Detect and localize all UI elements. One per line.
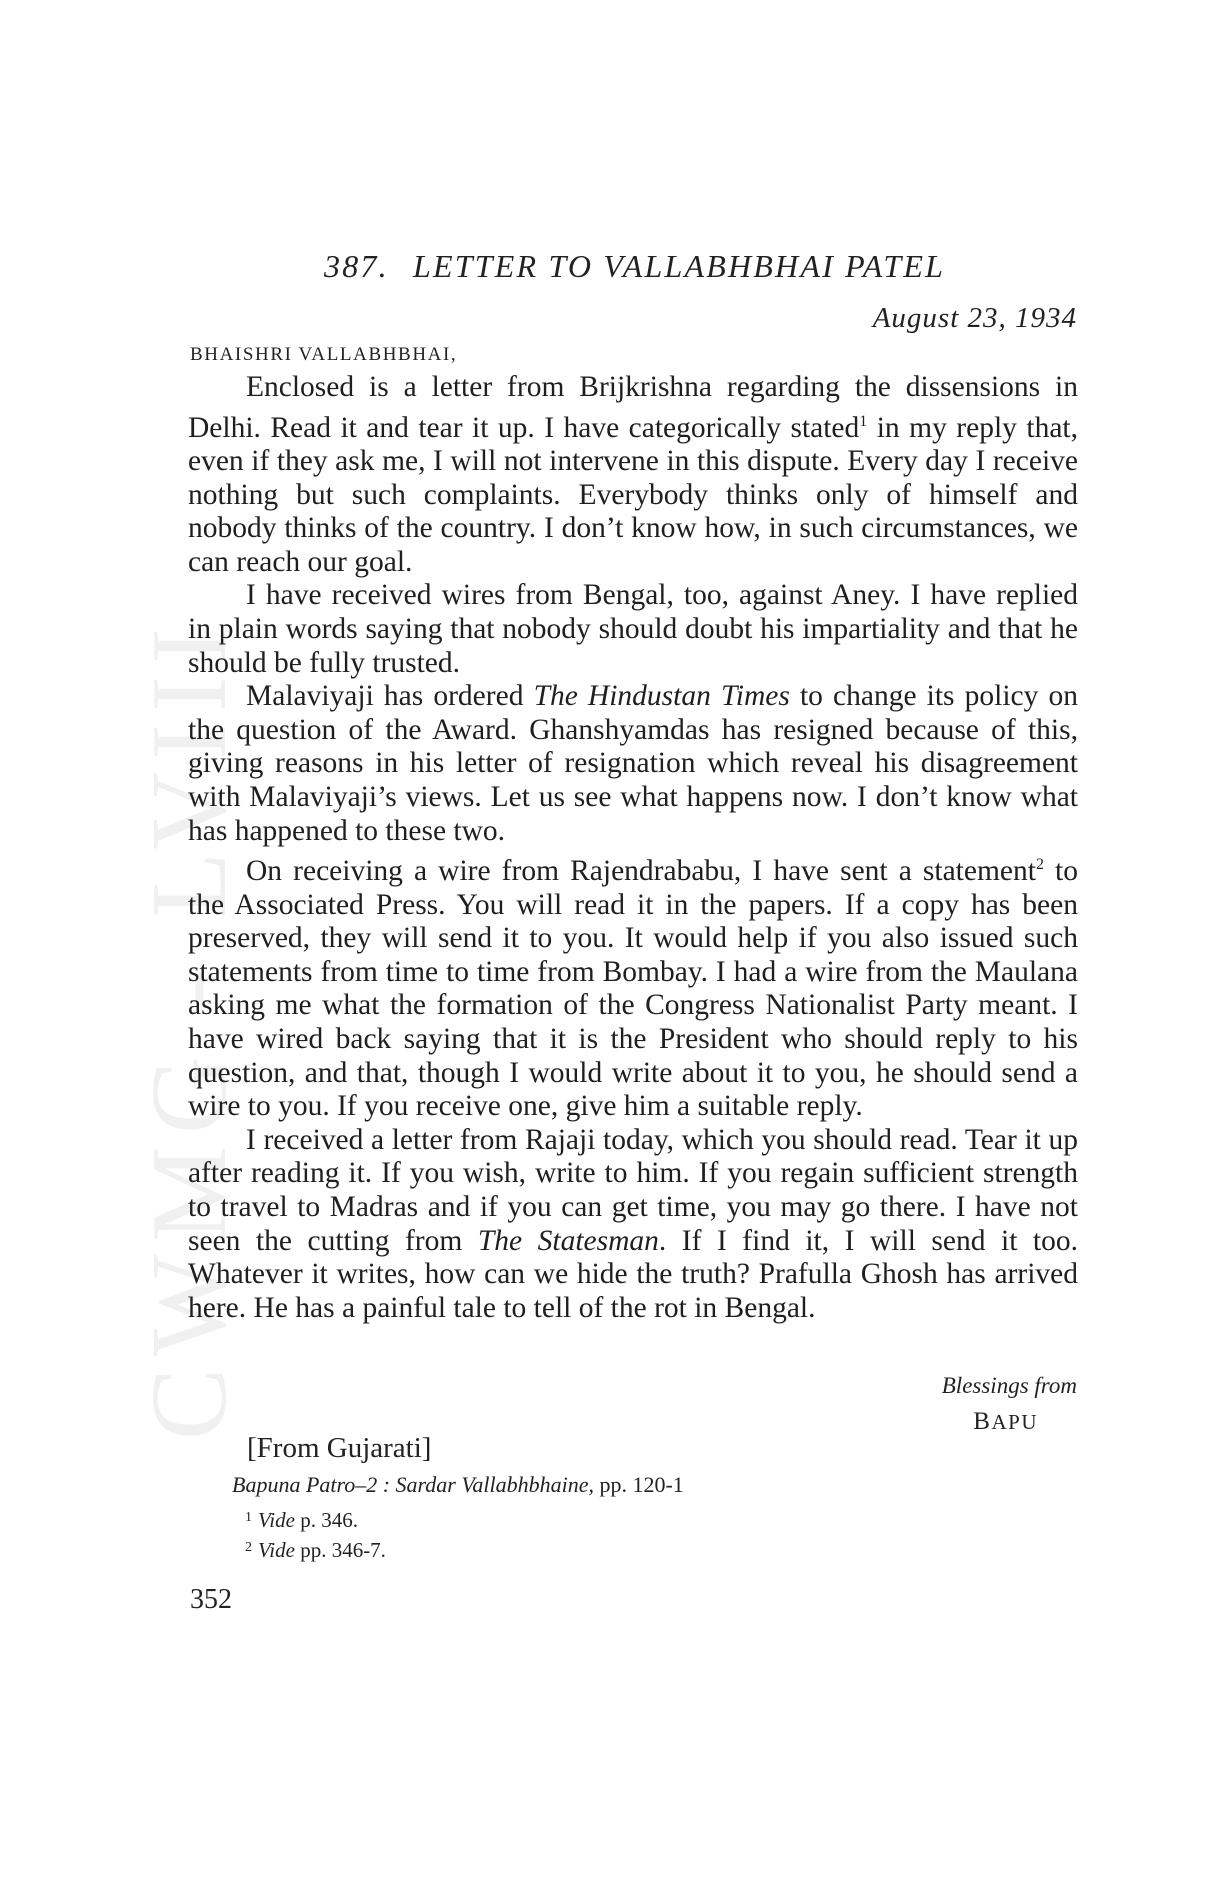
footnote-vide: Vide — [258, 1538, 295, 1562]
footnote-text: p. 346. — [294, 1508, 358, 1532]
source-citation — [232, 1472, 684, 1498]
paragraph — [188, 680, 1078, 848]
paragraph-text: to the Associated Press. You will read it in the papers. If a copy has been preserved, they will send it to you. It would help if you also issued such statements from time to time from Bombay. I had a wire from the Maulana asking me what the formation of the Congress Nationalist Party meant. I have wired back saying that it is the President who should reply to his question, and that, though I would write about it to you, he should send a wire to you. If you receive one, give him a suitable reply. — [188, 854, 1078, 1123]
signature-blessing: Blessings from — [941, 1373, 1077, 1398]
paragraph-text: I have received wires from Bengal, too, against Aney. I have replied in plain words saying that nobody should doubt his impartiality and that he should be fully trusted. — [188, 579, 1078, 679]
letter-number: 387. — [324, 248, 389, 284]
paragraph-text: On receiving a wire from Rajendrababu, I have sent a statement — [246, 854, 1036, 887]
footnote — [245, 1508, 358, 1533]
letter-body — [188, 371, 1078, 1325]
from-note: [From Gujarati] — [247, 1432, 432, 1464]
paragraph-text: in my reply that, even if they ask me, I will not intervene in this dispute. Every day I receive nothing but such complaints. Everybody thinks only of himself and nobody thinks of the country. I don’t know how, in such circumstances, we can reach our goal. — [188, 411, 1078, 578]
footnote — [245, 1538, 386, 1563]
letter-heading — [324, 248, 1024, 285]
footnote-mark: 1 — [245, 1510, 252, 1525]
letter-title: LETTER TO VALLABHBHAI PATEL — [413, 248, 946, 284]
signature-initial: B — [973, 1408, 992, 1435]
paragraph — [188, 371, 1078, 579]
paragraph-text: . If I find it, I will send it too. Whatever it writes, how can we hide the truth? Prafulla Ghosh has arrived here. He has a painful tale to tell of the rot in Bengal. — [188, 1224, 1078, 1324]
paragraph — [188, 848, 1078, 1124]
footnote-vide: Vide — [258, 1508, 295, 1532]
signature-rest: APU — [991, 1410, 1038, 1434]
signature-name — [973, 1408, 1038, 1436]
page-number: 352 — [190, 1584, 232, 1615]
footnote-mark: 2 — [245, 1540, 252, 1555]
footnote-text: pp. 346-7. — [294, 1538, 386, 1562]
paragraph-text: Enclosed is a letter from Brijkrishna regarding the dissensions in Delhi. Read it and tear it up. I have categorically stated — [188, 371, 1078, 444]
paragraph-text: I received a letter from Rajaji today, which you should read. Tear it up after reading it. If you wish, write to him. If you regain sufficient strength to travel to Madras and if you can get time, you may go there. I have not seen the cutting from — [188, 1123, 1078, 1257]
footnote-reference: 2 — [1035, 856, 1044, 874]
paragraph-text: to change its policy on the question of the Award. Ghanshyamdas has resigned because of this, giving reasons in his letter of resignation which reveal his disagreement with Malaviyaji’s views. Let us see what happens now. I don’t know what has happened to these two. — [188, 680, 1078, 847]
italic-title: The Hindustan Times — [533, 680, 790, 713]
watermark: CWMG - LVIII — [130, 616, 249, 1440]
letter-date: August 23, 1934 — [872, 302, 1077, 334]
footnote-reference: 1 — [859, 412, 868, 430]
source-title: Bapuna Patro–2 : Sardar Vallabhbhaine, — [232, 1472, 594, 1497]
salutation: BHAISHRI VALLABHBHAI, — [190, 344, 458, 365]
italic-title: The Statesman — [477, 1224, 659, 1257]
paragraph — [188, 579, 1078, 680]
paragraph — [188, 1124, 1078, 1326]
source-pages: pp. 120-1 — [593, 1472, 684, 1497]
paragraph-text: Malaviyaji has ordered — [246, 680, 534, 713]
